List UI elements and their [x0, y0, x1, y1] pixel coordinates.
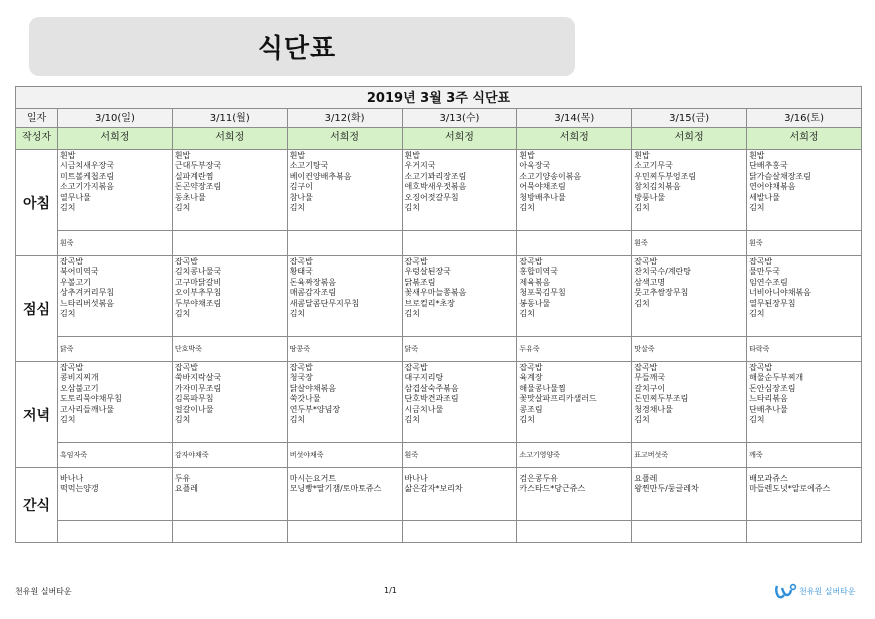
table-caption: 2019년 3월 3주 식단표	[16, 87, 862, 109]
meal-cell	[632, 150, 747, 231]
footer-org: 천유원 실버타운	[15, 587, 72, 596]
date-cell: 3/14(목)	[517, 109, 632, 128]
porridge-item: 타락죽	[749, 344, 770, 353]
writer-label: 작성자	[16, 128, 58, 150]
meal-cell	[58, 256, 173, 337]
writer-cell: 서희정	[517, 128, 632, 150]
snack-list: 바나나 떡먹는양갱	[60, 474, 99, 494]
meal-cell	[747, 256, 862, 337]
title-box	[29, 17, 575, 76]
porridge-item: 흰죽	[404, 450, 419, 459]
porridge-cell	[632, 337, 747, 362]
dish-list: 흰밥 단배추홍국 닭가슴살채장조림 연어야채볶음 세발나물 김치	[749, 151, 811, 213]
porridge-item: 흰죽	[60, 238, 74, 247]
blank-cell	[402, 521, 517, 543]
date-cell: 3/16(토)	[747, 109, 862, 128]
date-cell: 3/15(금)	[632, 109, 747, 128]
date-cell: 3/10(일)	[58, 109, 173, 128]
meal-label: 간식	[16, 468, 58, 543]
dish-list: 흰밥 우거지국 소고기꽈리장조림 애호박새우젓볶음 오징어젓갈무침 김치	[404, 151, 467, 213]
porridge-cell	[172, 337, 287, 362]
meal-cell	[287, 362, 402, 443]
dish-list: 잡곡밥 대구지리탕 삼겹살숙주볶음 단호박견과조림 시금치나물 김치	[404, 363, 459, 425]
meal-row	[16, 256, 862, 337]
blank-cell	[287, 521, 402, 543]
snack-cell	[402, 468, 517, 521]
date-label: 일자	[16, 109, 58, 128]
porridge-cell	[747, 443, 862, 468]
meal-cell	[517, 150, 632, 231]
meal-row	[16, 150, 862, 231]
writer-cell: 서희정	[58, 128, 173, 150]
snack-list: 배모과쥬스 마들렌도넛*알로에쥬스	[749, 474, 831, 494]
porridge-cell	[287, 337, 402, 362]
dish-list: 잡곡밥 무들깨국 갈치구이 돈민찌두부조림 청경채나물 김치	[634, 363, 689, 425]
porridge-item: 단호박죽	[174, 344, 202, 353]
porridge-item: 흰죽	[634, 238, 648, 247]
blank-cell	[172, 521, 287, 543]
porridge-cell	[517, 337, 632, 362]
blank-cell	[517, 521, 632, 543]
meal-cell	[287, 150, 402, 231]
snack-row	[16, 468, 862, 521]
blank-cell	[747, 521, 862, 543]
dish-list: 잡곡밥 물만두국 임연수조림 너비아니야채볶음 열무된장무침 김치	[749, 257, 811, 319]
meal-cell	[402, 256, 517, 337]
writer-cell: 서희정	[632, 128, 747, 150]
caption-row	[16, 87, 862, 109]
meal-cell	[632, 362, 747, 443]
porridge-cell	[287, 231, 402, 256]
date-cell: 3/12(화)	[287, 109, 402, 128]
meal-cell	[517, 256, 632, 337]
dish-list: 흰밥 근대두부장국 실파계란찜 돈곤약장조림 동초나물 김치	[174, 151, 222, 213]
dish-list: 잡곡밥 청국장 닭살야채볶음 쑥갓나물 연두부*양념장 김치	[289, 363, 341, 425]
porridge-cell	[517, 231, 632, 256]
porridge-item: 흰죽	[749, 238, 763, 247]
porridge-cell	[172, 231, 287, 256]
snack-list: 검은콩두유 카스타드*당근쥬스	[519, 474, 586, 494]
meal-cell	[402, 362, 517, 443]
porridge-row	[16, 443, 862, 468]
porridge-row	[16, 231, 862, 256]
logo-icon	[775, 582, 797, 600]
porridge-cell	[58, 231, 173, 256]
porridge-row	[16, 337, 862, 362]
blank-cell	[632, 521, 747, 543]
snack-list: 요플레 왕찐만두/둥글레차	[634, 474, 699, 494]
porridge-item: 닭죽	[404, 344, 419, 353]
dish-list: 잡곡밥 해물순두부찌개 돈안심장조림 느타리볶음 단배추나물 김치	[749, 363, 804, 425]
porridge-cell	[517, 443, 632, 468]
snack-blank-row	[16, 521, 862, 543]
writer-cell: 서희정	[287, 128, 402, 150]
dish-list: 잡곡밥 쑥바지락살국 가자미무조림 김목파무침 얼갈이나물 김치	[174, 363, 222, 425]
porridge-cell	[287, 443, 402, 468]
date-row	[16, 109, 862, 128]
dish-list: 흰밥 시금치새우장국 미트볼케첩조림 소고기가지볶음 열무나물 김치	[60, 151, 115, 213]
writer-row	[16, 128, 862, 150]
porridge-cell	[747, 337, 862, 362]
porridge-cell	[402, 337, 517, 362]
dish-list: 흰밥 소고기탕국 베이컨양배추볶음 김구이 참나물 김치	[289, 151, 352, 213]
date-cell: 3/13(수)	[402, 109, 517, 128]
porridge-cell	[58, 443, 173, 468]
dish-list: 흰밥 아욱장국 소고기양송이볶음 어묵야채조림 청방배추나물 김치	[519, 151, 582, 213]
dish-list: 잡곡밥 콩비지찌개 오삼불고기 도토리묵야채무침 고사리들깨나물 김치	[60, 363, 122, 425]
snack-cell	[517, 468, 632, 521]
meal-cell	[172, 150, 287, 231]
writer-cell: 서희정	[172, 128, 287, 150]
snack-cell	[632, 468, 747, 521]
meal-cell	[172, 256, 287, 337]
meal-cell	[58, 150, 173, 231]
footer-logo	[775, 582, 856, 600]
snack-list: 마시는요거트 모닝빵*딸기잼/토마토쥬스	[289, 474, 382, 494]
snack-cell	[172, 468, 287, 521]
meal-label: 저녁	[16, 362, 58, 468]
menu-table	[15, 86, 862, 543]
porridge-item: 소고기영양죽	[519, 450, 560, 459]
snack-cell	[287, 468, 402, 521]
dish-list: 흰밥 소고기무국 우민찌두부엉조림 참치김치볶음 방풍나물 김치	[634, 151, 697, 213]
meal-cell	[287, 256, 402, 337]
meal-cell	[747, 150, 862, 231]
page-number: 1/1	[384, 586, 397, 595]
snack-list: 바나나 삶은감자*보리차	[404, 474, 463, 494]
meal-cell	[517, 362, 632, 443]
porridge-item: 흑임자죽	[60, 450, 88, 459]
blank-cell	[58, 521, 173, 543]
porridge-cell	[402, 443, 517, 468]
meal-cell	[747, 362, 862, 443]
meal-cell	[402, 150, 517, 231]
snack-list: 두유 요플레	[174, 474, 199, 494]
page-title: 식단표	[257, 34, 337, 64]
writer-cell: 서희정	[402, 128, 517, 150]
dish-list: 잡곡밥 홍합미역국 제육볶음 청포묵김무침 봉동나물 김치	[519, 257, 566, 319]
porridge-cell	[747, 231, 862, 256]
dish-list: 잡곡밥 우렁살된장국 닭볶조림 꽃새우마늘쫑볶음 브로컬리*초장 김치	[404, 257, 467, 319]
meal-row	[16, 362, 862, 443]
dish-list: 잡곡밥 황태국 돈육짜장볶음 매콤감자조림 새콤달콤단무지무침 김치	[289, 257, 360, 319]
dish-list: 잡곡밥 김치콩나물국 고구마닭갈비 오이부추무침 두부야채조림 김치	[174, 257, 222, 319]
meal-cell	[58, 362, 173, 443]
porridge-item: 닭죽	[60, 344, 74, 353]
logo-text: 천유원 실버타운	[799, 586, 856, 596]
porridge-item: 맛살죽	[634, 344, 655, 353]
snack-cell	[747, 468, 862, 521]
porridge-cell	[402, 231, 517, 256]
snack-cell	[58, 468, 173, 521]
meal-cell	[172, 362, 287, 443]
porridge-cell	[172, 443, 287, 468]
porridge-cell	[632, 231, 747, 256]
porridge-cell	[58, 337, 173, 362]
porridge-item: 표고버섯죽	[634, 450, 669, 459]
porridge-item: 버섯야채죽	[289, 450, 324, 459]
porridge-cell	[632, 443, 747, 468]
meal-label: 점심	[16, 256, 58, 362]
porridge-item: 땅콩죽	[289, 344, 310, 353]
meal-label: 아침	[16, 150, 58, 256]
porridge-item: 감자야채죽	[174, 450, 209, 459]
dish-list: 잡곡밥 육계장 해물콩나물찜 꽃맛살파프리카샐러드 콩조림 김치	[519, 363, 597, 425]
porridge-item: 깨죽	[749, 450, 763, 459]
porridge-item: 두유죽	[519, 344, 540, 353]
date-cell: 3/11(월)	[172, 109, 287, 128]
meal-cell	[632, 256, 747, 337]
writer-cell: 서희정	[747, 128, 862, 150]
dish-list: 잡곡밥 북어미역국 우볼고기 상추겨커리무침 느타리버섯볶음 김치	[60, 257, 115, 319]
dish-list: 잡곡밥 잔치국수/계란탕 삼색고명 뭇고추쌈장무침 김치	[634, 257, 692, 308]
